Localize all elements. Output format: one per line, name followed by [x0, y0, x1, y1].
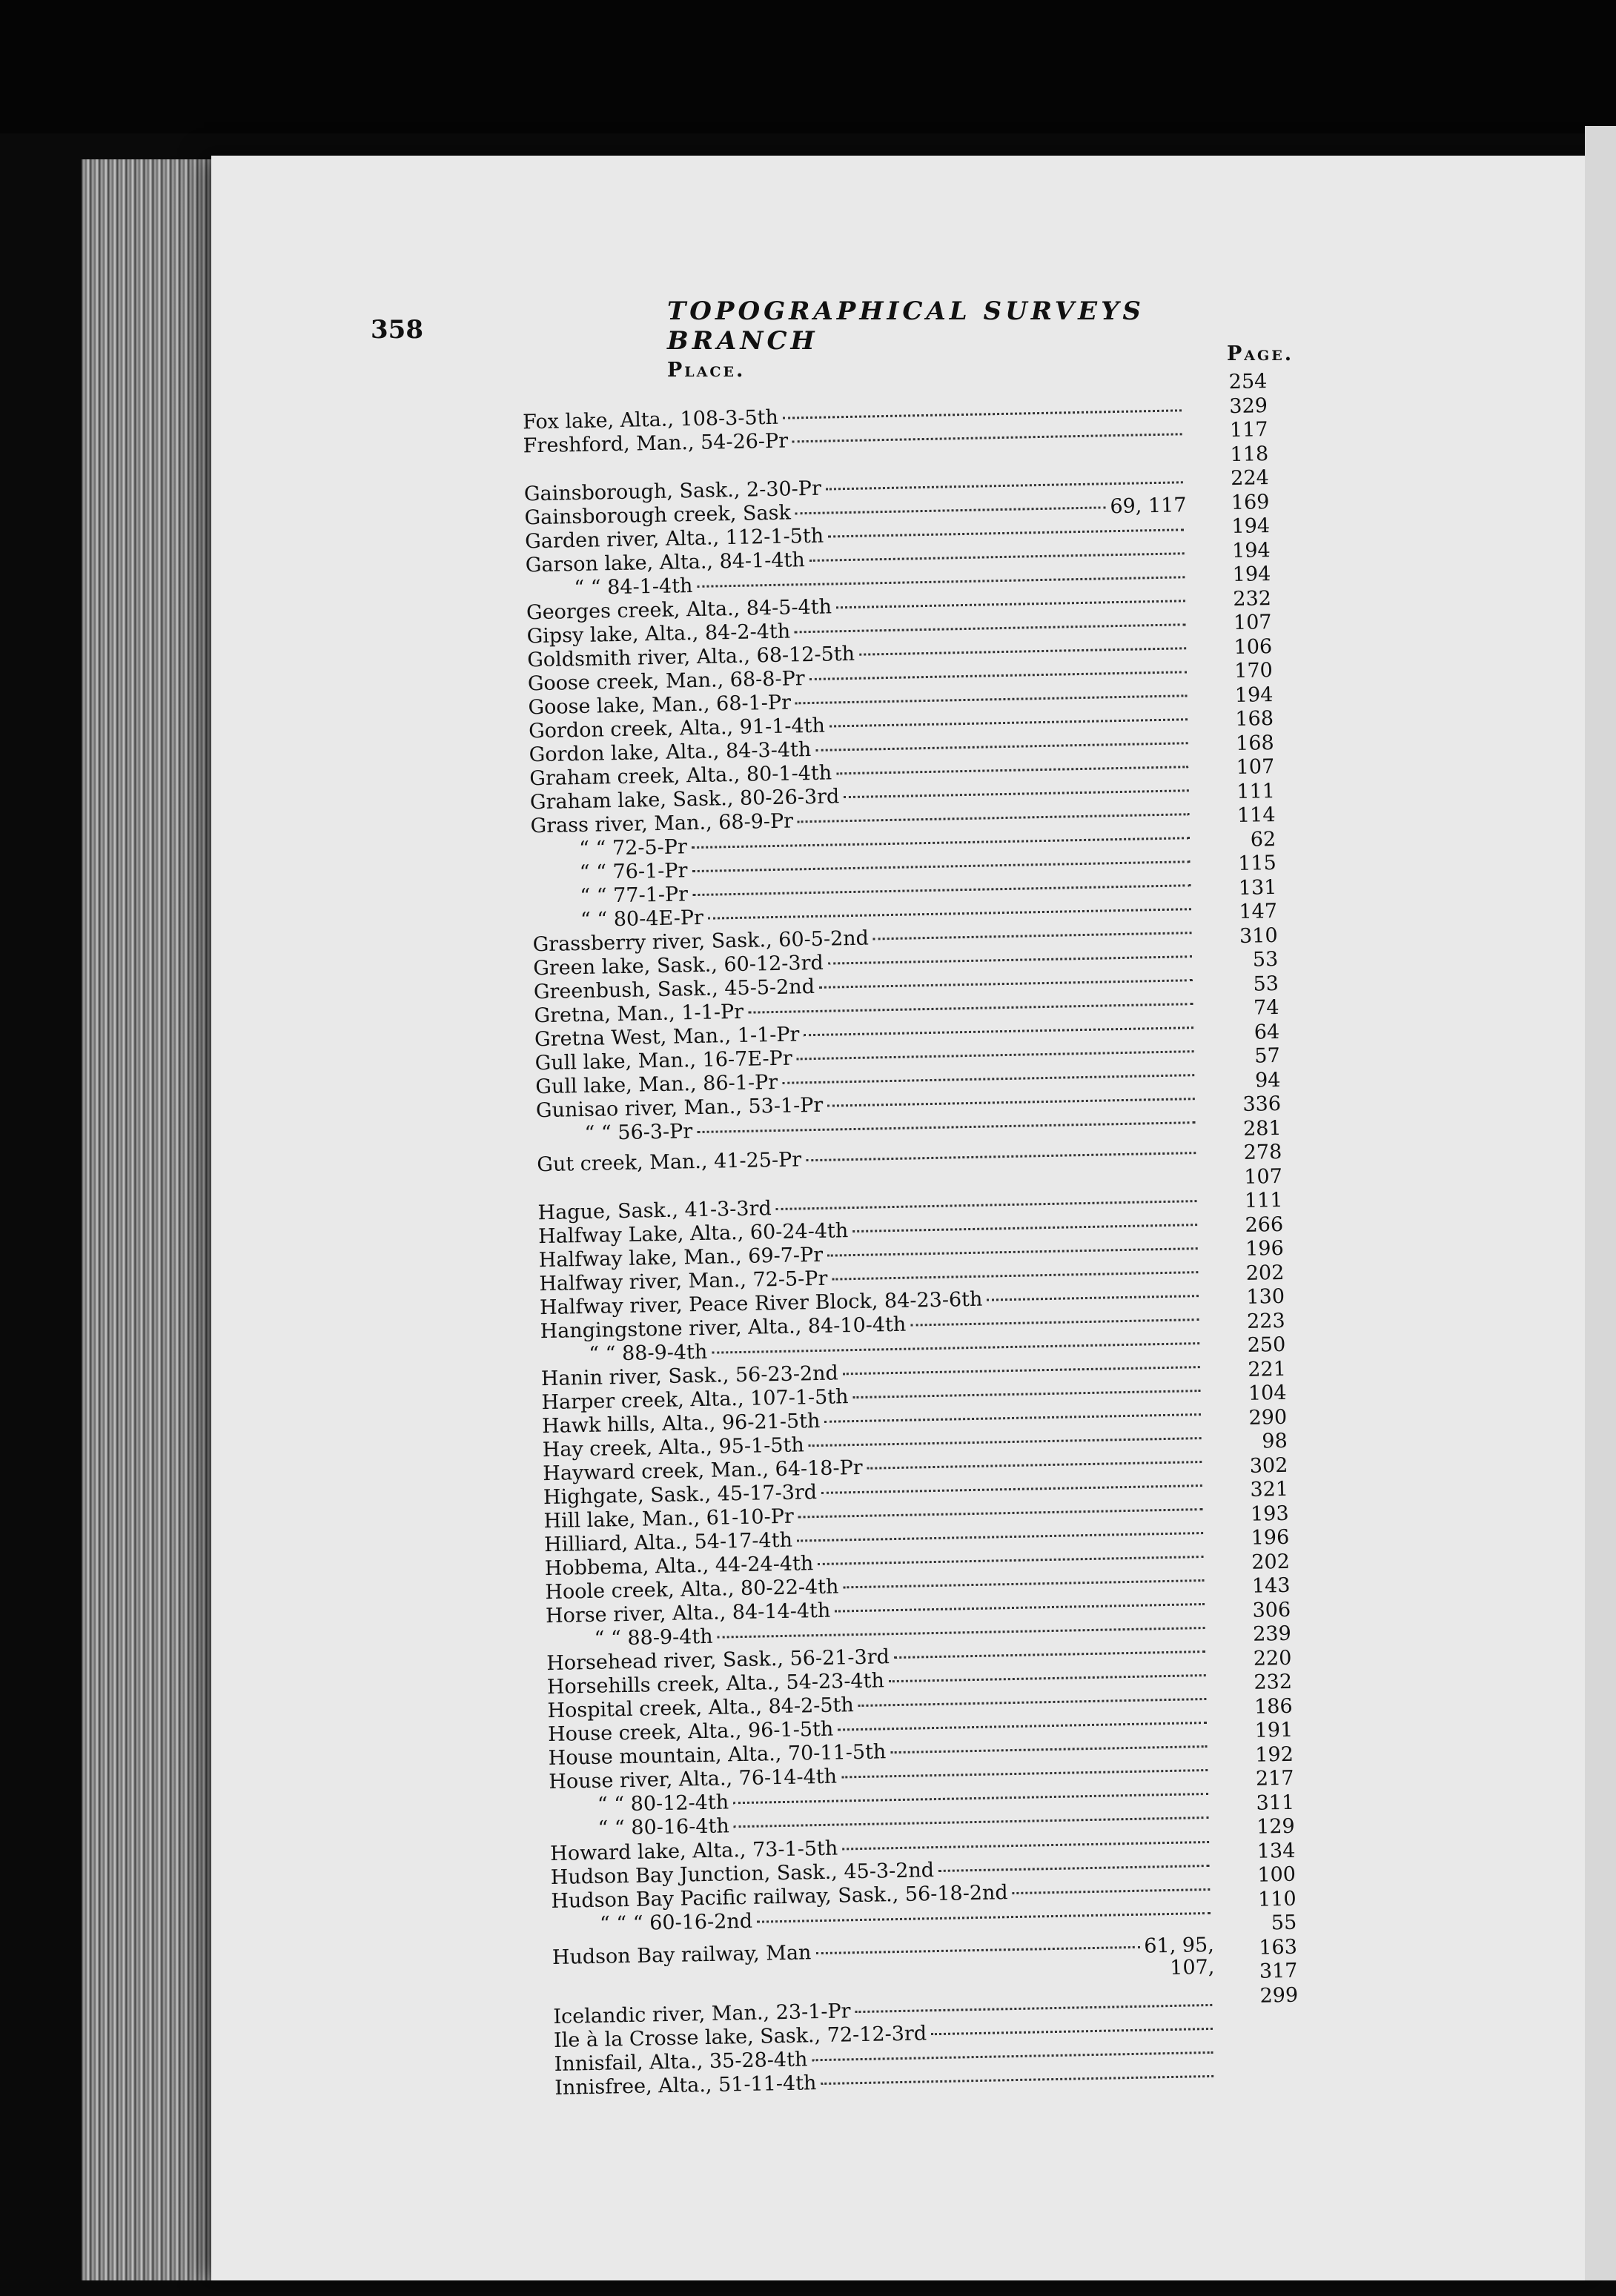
page-reference: 170: [1206, 660, 1274, 683]
dot-leader: [931, 2028, 1213, 2035]
place-name: Innisfree, Alta., 51-11-4th: [554, 2072, 817, 2100]
place-name: Grassberry river, Sask., 60-5-2nd: [532, 928, 869, 957]
index-entry: [537, 1141, 1200, 1176]
page-reference: 299: [1231, 1985, 1299, 2008]
page-reference: 53: [1212, 973, 1279, 997]
page-reference: 62: [1209, 829, 1276, 852]
dot-leader: [852, 1224, 1197, 1232]
page-reference: 202: [1223, 1551, 1291, 1575]
page-reference: 311: [1228, 1792, 1295, 1816]
place-name: Gunisao river, Man., 53-1-Pr: [536, 1095, 824, 1122]
dot-leader: [836, 766, 1188, 774]
page-reference: 98: [1220, 1430, 1288, 1454]
place-name: Gretna, Man., 1-1-Pr: [534, 1001, 744, 1027]
place-name: House river, Alta., 76-14-4th: [549, 1766, 837, 1794]
dot-leader: [797, 1050, 1194, 1060]
dot-leader: [798, 1508, 1203, 1518]
place-name: Hague, Sask., 41-3-3rd: [537, 1198, 772, 1224]
page-reference: 115: [1209, 852, 1276, 876]
page-reference: 193: [1222, 1503, 1289, 1527]
dot-leader: [757, 1912, 1211, 1923]
page-reference: 290: [1220, 1407, 1288, 1430]
dot-leader: [835, 1603, 1205, 1613]
dot-leader: [795, 623, 1186, 633]
dot-leader: [832, 1271, 1198, 1280]
page-reference: 224: [1202, 467, 1270, 491]
place-name: Hudson Bay Junction, Sask., 45-3-2nd: [551, 1859, 935, 1889]
page-reference: 111: [1208, 780, 1276, 804]
page-reference: 100: [1229, 1864, 1297, 1888]
place-column-heading: Place.: [667, 359, 745, 382]
dot-leader: [692, 884, 1191, 896]
place-name: Goldsmith river, Alta., 68-12-5th: [527, 643, 855, 671]
dot-leader: [836, 600, 1185, 608]
place-name: Gordon lake, Alta., 84-3-4th: [529, 739, 811, 766]
dot-leader: [855, 2004, 1213, 2013]
place-name: “ “ 72-5-Pr: [579, 836, 687, 860]
place-name: Innisfail, Alta., 35-28-4th: [554, 2048, 807, 2076]
place-name: Graham lake, Sask., 80-26-3rd: [530, 786, 840, 814]
place-name: Gainsborough, Sask., 2-30-Pr: [524, 478, 821, 506]
place-name: Fox lake, Alta., 108-3-5th: [523, 407, 778, 434]
place-name: Gainsborough creek, Sask: [524, 502, 791, 529]
page-reference: 106: [1205, 636, 1273, 660]
dot-leader: [782, 1074, 1194, 1084]
dot-leader: [692, 860, 1190, 872]
place-name: Hilliard, Alta., 54-17-4th: [544, 1530, 792, 1556]
page-reference: 310: [1211, 925, 1278, 949]
page-reference: 57: [1213, 1045, 1280, 1069]
dot-leader: [776, 1200, 1197, 1210]
place-name: Harper creek, Alta., 107-1-5th: [541, 1386, 849, 1414]
dot-leader: [697, 576, 1185, 588]
place-name: Hudson Bay Pacific railway, Sask., 56-18-2nd: [551, 1882, 1008, 1913]
place-name: Freshford, Man., 54-26-Pr: [523, 431, 788, 458]
place-name: Halfway river, Man., 72-5-Pr: [539, 1268, 827, 1295]
dot-leader: [826, 481, 1183, 490]
dot-leader: [818, 1556, 1204, 1565]
page-reference: 163: [1231, 1937, 1298, 1960]
page-reference: 194: [1203, 515, 1271, 539]
place-name: Green lake, Sask., 60-12-3rd: [533, 952, 824, 981]
page-reference: 169: [1202, 491, 1270, 515]
place-name: “ “ 88-9-4th: [589, 1341, 708, 1366]
page-reference: 239: [1224, 1623, 1291, 1647]
page-reference: 194: [1204, 563, 1271, 587]
dot-leader: [809, 671, 1187, 680]
place-name: Hudson Bay railway, Man: [552, 1942, 812, 1969]
dot-leader: [815, 1946, 1139, 1954]
page-reference: 217: [1227, 1768, 1294, 1791]
page-column-heading: Page.: [1227, 342, 1294, 365]
page-reference: 302: [1221, 1455, 1288, 1479]
page-reference: 143: [1223, 1575, 1291, 1599]
place-name: Hanin river, Sask., 56-23-2nd: [541, 1362, 838, 1390]
page-reference: 232: [1205, 588, 1272, 611]
place-name: Gipsy lake, Alta., 84-2-4th: [526, 621, 790, 648]
place-name: Hospital creek, Alta., 84-2-5th: [547, 1694, 854, 1722]
page-reference: 107: [1208, 756, 1275, 780]
page-reference: 223: [1218, 1310, 1285, 1334]
page-reference: 194: [1203, 540, 1271, 563]
page-reference: 186: [1225, 1696, 1293, 1719]
page-reference: 254: [1200, 371, 1268, 394]
dot-leader: [783, 409, 1182, 419]
dot-leader: [843, 1366, 1200, 1375]
place-name: “ “ 77-1-Pr: [580, 883, 688, 908]
dot-leader: [828, 528, 1184, 537]
dot-leader: [824, 1413, 1201, 1423]
place-name: Hobbema, Alta., 44-24-4th: [545, 1553, 814, 1580]
dot-leader: [804, 1026, 1193, 1036]
place-name: Gut creek, Man., 41-25-Pr: [537, 1149, 801, 1176]
dot-leader: [748, 1003, 1193, 1014]
dot-leader: [708, 908, 1191, 920]
page-reference: 134: [1228, 1840, 1296, 1864]
dot-leader: [842, 1841, 1209, 1851]
place-name: “ “ 80-12-4th: [597, 1791, 729, 1816]
page-reference: 117: [1201, 419, 1268, 442]
page-reference: 281: [1214, 1118, 1282, 1141]
place-name: Horsehills creek, Alta., 54-23-4th: [547, 1670, 884, 1699]
running-head: TOPOGRAPHICAL SURVEYS BRANCH: [667, 296, 1275, 356]
page-reference: 55: [1230, 1912, 1297, 1936]
page-reference: 107: [1216, 1166, 1283, 1190]
page-reference: 336: [1214, 1093, 1282, 1117]
place-name: Hill lake, Man., 61-10-Pr: [543, 1506, 794, 1533]
place-name: Icelandic river, Man., 23-1-Pr: [553, 2000, 851, 2028]
place-name: Grass river, Man., 68-9-Pr: [530, 810, 793, 837]
dot-leader: [812, 2051, 1213, 2061]
place-name: “ “ 84-1-4th: [574, 575, 693, 600]
page-reference: 196: [1216, 1238, 1284, 1261]
place-name: Garden river, Alta., 112-1-5th: [525, 525, 824, 554]
dot-leader: [858, 1698, 1207, 1707]
dot-leader: [894, 1650, 1205, 1659]
place-name: Howard lake, Alta., 73-1-5th: [550, 1838, 838, 1865]
page-reference: 64: [1213, 1021, 1280, 1045]
place-name: Hawk hills, Alta., 96-21-5th: [542, 1410, 821, 1438]
dot-leader: [827, 1098, 1195, 1107]
dot-leader: [821, 1484, 1202, 1494]
dot-leader: [867, 1461, 1202, 1470]
place-name: “ “ “ 60-16-2nd: [600, 1911, 753, 1936]
page-reference: 194: [1206, 684, 1274, 708]
place-name: Garson lake, Alta., 84-1-4th: [526, 549, 805, 577]
dot-leader: [795, 506, 1106, 514]
page-reference: 220: [1225, 1648, 1292, 1671]
place-name: Hay creek, Alta., 95-1-5th: [543, 1434, 805, 1461]
dot-leader: [821, 2075, 1213, 2085]
place-name: Horse river, Alta., 84-14-4th: [546, 1600, 831, 1628]
place-name: “ “ 80-16-4th: [597, 1815, 729, 1839]
dot-leader: [692, 837, 1190, 849]
place-name: Halfway Lake, Alta., 60-24-4th: [538, 1220, 849, 1248]
page-reference: 147: [1211, 900, 1278, 924]
dot-leader: [938, 1865, 1210, 1872]
dot-leader: [797, 1532, 1203, 1542]
page-reference: 131: [1210, 877, 1277, 900]
dot-leader: [718, 1627, 1205, 1639]
place-name: Georges creek, Alta., 84-5-4th: [526, 596, 832, 624]
place-name: Gull lake, Man., 86-1-Pr: [535, 1072, 778, 1098]
dot-leader: [809, 1437, 1202, 1447]
place-name: Hangingstone river, Alta., 84-10-4th: [540, 1314, 906, 1343]
dot-leader: [733, 1793, 1208, 1804]
dot-leader: [838, 1722, 1207, 1731]
place-name: “ “ 88-9-4th: [594, 1626, 713, 1650]
dot-leader: [819, 979, 1193, 989]
page-reference: 250: [1219, 1334, 1286, 1358]
page-reference: 306: [1224, 1599, 1291, 1623]
page-reference: 114: [1208, 804, 1276, 828]
place-name: Horsehead river, Sask., 56-21-3rd: [546, 1646, 890, 1675]
place-name: Graham creek, Alta., 80-1-4th: [529, 762, 832, 790]
place-name: Halfway lake, Man., 69-7-Pr: [539, 1244, 824, 1272]
page-reference: 111: [1216, 1190, 1283, 1213]
dot-leader: [852, 1390, 1200, 1398]
page-reference: 129: [1228, 1816, 1295, 1839]
page-reference: 130: [1218, 1286, 1285, 1310]
place-name: Hayward creek, Man., 64-18-Pr: [543, 1457, 863, 1485]
dot-leader: [828, 955, 1192, 964]
place-name: House mountain, Alta., 70-11-5th: [548, 1741, 886, 1770]
page-reference: 94: [1213, 1069, 1281, 1093]
page-reference: 196: [1222, 1527, 1290, 1550]
place-name: Hoole creek, Alta., 80-22-4th: [545, 1576, 838, 1605]
dot-leader: [806, 1152, 1196, 1161]
page-reference: 221: [1219, 1358, 1287, 1382]
place-name: Greenbush, Sask., 45-5-2nd: [534, 976, 815, 1003]
inline-page-refs: 69, 117: [1110, 494, 1187, 518]
dot-leader: [827, 1247, 1198, 1257]
dot-leader: [890, 1745, 1207, 1753]
dot-leader: [734, 1816, 1209, 1828]
inline-page-refs: 107,: [1170, 1957, 1215, 1980]
page-reference: 110: [1229, 1888, 1297, 1912]
place-name: Halfway river, Peace River Block, 84-23-6th: [540, 1289, 983, 1319]
page-reference: 74: [1212, 997, 1279, 1021]
dot-leader: [859, 647, 1186, 655]
place-name: “ “ 80-4E-Pr: [580, 907, 703, 932]
page-reference: 202: [1217, 1262, 1285, 1286]
dot-leader: [843, 1579, 1204, 1588]
page-reference: 104: [1219, 1382, 1287, 1406]
place-name: “ “ 56-3-Pr: [584, 1121, 692, 1145]
dot-leader: [1013, 1888, 1211, 1894]
place-name: Gretna West, Man., 1-1-Pr: [534, 1023, 800, 1051]
dot-leader: [809, 552, 1185, 562]
place-name: Ile à la Crosse lake, Sask., 72-12-3rd: [554, 2023, 927, 2052]
dot-leader: [873, 932, 1192, 940]
page-reference: 107: [1205, 611, 1272, 635]
dot-leader: [792, 433, 1182, 442]
page-reference: 266: [1216, 1214, 1284, 1238]
dot-leader: [910, 1318, 1199, 1326]
page-reference: 192: [1227, 1744, 1294, 1768]
dot-leader: [712, 1342, 1199, 1354]
page-reference: 317: [1231, 1960, 1298, 1984]
page-reference: 329: [1201, 395, 1268, 419]
inline-page-refs: 61, 95,: [1144, 1934, 1214, 1958]
dot-leader: [841, 1769, 1208, 1778]
dot-leader: [815, 742, 1188, 751]
place-name: Gordon creek, Alta., 91-1-4th: [529, 715, 825, 743]
dot-leader: [829, 718, 1188, 727]
dot-leader: [798, 813, 1189, 823]
page-reference: 168: [1207, 732, 1274, 756]
dot-leader: [844, 789, 1189, 798]
page-reference: 53: [1211, 949, 1279, 972]
dot-leader: [697, 1121, 1195, 1133]
dot-leader: [987, 1295, 1199, 1301]
page-number: 358: [371, 315, 423, 345]
dot-leader: [889, 1674, 1206, 1682]
page-reference: 191: [1226, 1719, 1294, 1743]
place-name: Goose lake, Man., 68-1-Pr: [528, 692, 791, 720]
page-reference: 232: [1225, 1671, 1293, 1695]
page-reference: 321: [1222, 1479, 1289, 1502]
place-name: House creek, Alta., 96-1-5th: [548, 1719, 834, 1746]
dot-leader: [795, 694, 1187, 704]
place-name: Goose creek, Man., 68-8-Pr: [528, 668, 805, 695]
place-name: Gull lake, Man., 16-7E-Pr: [534, 1048, 792, 1075]
place-name: Highgate, Sask., 45-17-3rd: [543, 1482, 818, 1509]
page-reference: 168: [1207, 708, 1274, 731]
page-reference: 278: [1215, 1141, 1282, 1165]
place-name: “ “ 76-1-Pr: [580, 860, 688, 884]
page-reference: 118: [1202, 443, 1269, 467]
